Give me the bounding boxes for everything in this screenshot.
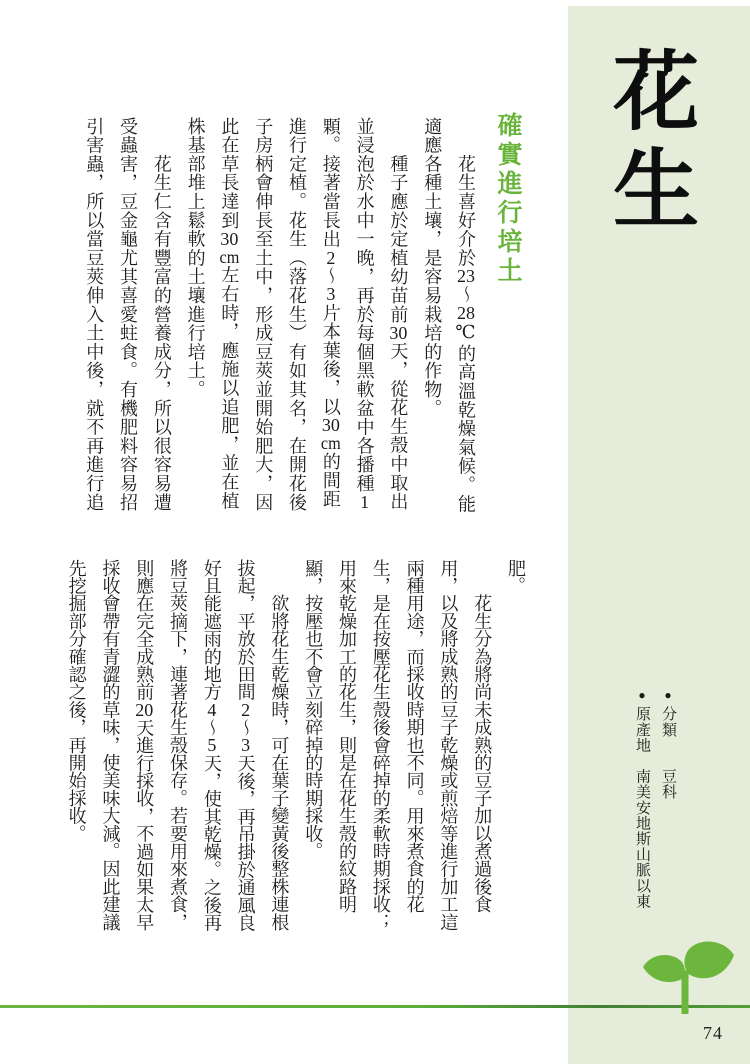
section-heading: 確實進行培土: [494, 112, 522, 286]
seedling-left-leaf: [643, 955, 685, 982]
text-column: 並浸泡於水中一晚，再於每個黑軟盆中各播種1: [354, 117, 375, 511]
seedling-right-leaf: [684, 941, 734, 978]
text-column: 花生仁含有豐富的營養成分，所以很容易遭: [151, 117, 172, 512]
text-column: 引害蟲，所以當豆莢伸入土中後，就不再進行追: [84, 117, 105, 512]
body-text-lower: [56, 559, 532, 935]
page-title: 花生: [600, 46, 697, 242]
text-column: 子房柄會伸長至土中，形成豆莢並開始肥大，因: [253, 117, 274, 512]
text-column: 兩種用途，而採收時期也不同。用來煮食的花: [404, 559, 425, 914]
text-column: 拔起，平放於田間2～3天後，再吊掛於通風良: [235, 559, 256, 932]
text-column: 則應在完全成熟前20天進行採收，不過如果太早: [134, 559, 155, 932]
text-column: 用，以及將成熟的豆子乾燥或煎焙等進行加工這: [438, 559, 459, 931]
info-item: ●原產地 南美安地斯山脈以東: [634, 688, 651, 909]
text-column: 將豆莢摘下，連著花生殼保存。若要用來煮食，: [168, 559, 189, 931]
text-column: 顯，按壓也不會立刻碎掉的時期採收。: [303, 559, 324, 860]
text-column: 適應各種土壤，是容易栽培的作物。: [422, 117, 443, 418]
text-column: 用來乾燥加工的花生，則是在花生殼的紋路明: [337, 559, 358, 914]
text-column: 種子應於定植幼苗前30天，從花生殼中取出: [388, 117, 409, 512]
text-column: 先挖掘部分確認之後，再開始採收。: [66, 559, 87, 843]
text-column: 花生喜好介於23～28℃的高溫乾燥氣候。能: [456, 117, 476, 514]
info-item: ●分類 豆科: [660, 688, 677, 800]
bullet-icon: ●: [661, 688, 675, 706]
text-column: 此在草長達到30cm左右時，應施以追肥，並在植: [219, 117, 240, 511]
text-column: 進行定植。花生（落花生）有如其名，在開花後: [287, 117, 308, 512]
text-column: 生，是在按壓花生殼後會碎掉的柔軟時期採收；: [370, 559, 391, 931]
page-number: 74: [703, 1023, 723, 1043]
text-column: 受蟲害，豆金龜尤其喜愛蛀食。有機肥料容易招: [118, 117, 139, 512]
seedling-icon: [634, 936, 736, 1014]
text-column: 採收會帶有青澀的草味，使美味大減。因此建議: [100, 559, 121, 931]
text-column: 肥。: [506, 559, 526, 595]
text-column: 花生分為將尚未成熟的豆子加以煮過後食: [472, 559, 493, 914]
text-column: 欲將花生乾燥時，可在葉子變黃後整株連根: [269, 559, 290, 931]
bullet-icon: ●: [635, 688, 649, 706]
text-column: 株基部堆上鬆軟的土壤進行培土。: [185, 117, 206, 399]
text-column: 顆。接著當長出2～3片本葉後，以30cm的間距: [320, 117, 341, 509]
text-column: 好且能遮雨的地方4～5天，使其乾燥。之後再: [201, 559, 222, 932]
body-text-upper: [74, 117, 482, 517]
info-list: [629, 688, 681, 920]
